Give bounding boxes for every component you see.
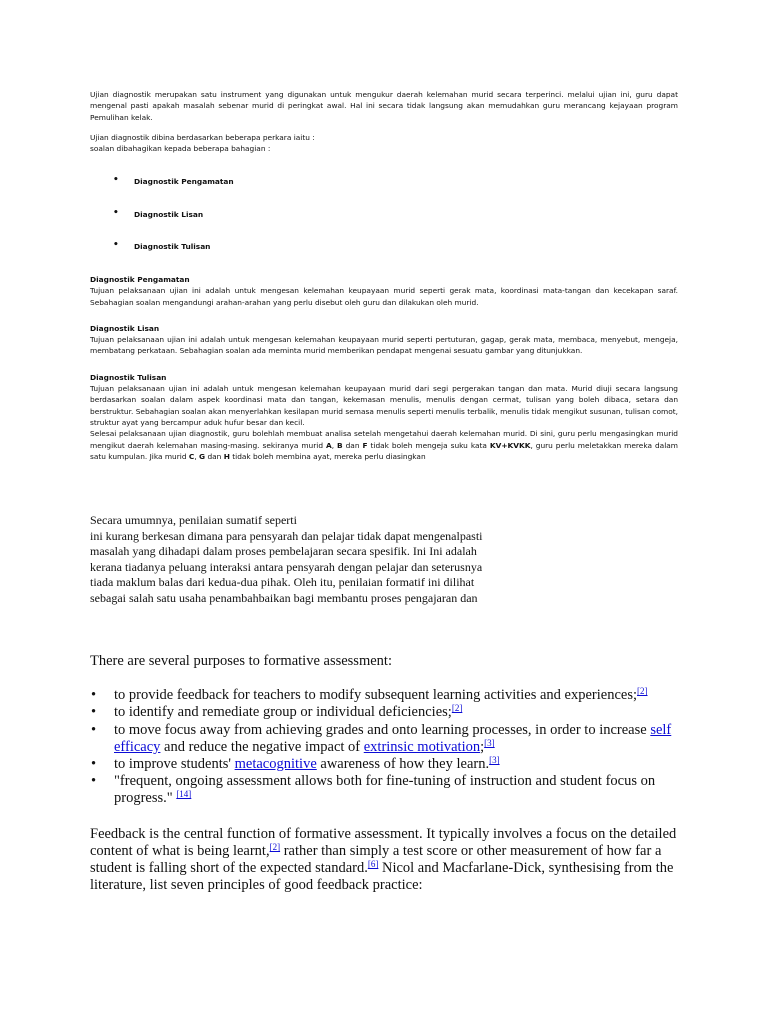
text-line: ini kurang berkesan dimana para pensyarah dan pelajar tidak dapat mengenalpasti (90, 528, 483, 543)
list-item: • Diagnostik Pengamatan (90, 176, 678, 187)
list-item: • to provide feedback for teachers to modify subsequent learning activities and experiences;[2] (90, 687, 680, 704)
text-line: masalah yang dihadapi dalam proses pembelajaran secara spesifik. Ini Ini adalah (90, 544, 477, 559)
diagnostic-type-list (90, 176, 678, 252)
self-efficacy-link[interactable]: self efficacy (114, 721, 672, 755)
purposes-intro: There are several purposes to formative assessment: (90, 653, 392, 669)
text-line: kerana tiadanya peluang interaksi antara pensyarah dengan pelajar dan seterusnya (90, 559, 483, 574)
text-line: Secara umumnya, penilaian sumatif seperti (90, 513, 297, 527)
intro-paragraph: Ujian diagnostik merupakan satu instrument yang digunakan untuk mengukur daerah kelemahan murid secara terperinci. melalui ujian ini, guru dapat mengenal pasti apakah masalah sebenar murid di peringkat awal. Hal ini secara tidak langsung akan memudahkan guru merancang kejayaan program Pemulihan kelak. (90, 90, 678, 122)
section-heading: Diagnostik Tulisan (90, 372, 167, 382)
intro-line-2: soalan dibahagikan kepada beberapa bahagian : (90, 144, 271, 154)
citation-link[interactable]: [2] (637, 686, 648, 697)
citation-link[interactable]: [3] (489, 755, 500, 766)
section-body: Tujuan pelaksanaan ujian ini adalah untuk mengesan kelemahan keupayaan murid seperti gerak mata, koordinasi mata-tangan dan kecekapan saraf. Sebahagian soalan mengandungi arahan-arahan yang perlu disebut oleh guru dan dilakukan oleh murid. (90, 286, 678, 307)
citation-link[interactable]: [2] (269, 841, 281, 852)
list-item: • to improve students' metacognitive awareness of how they learn.[3] (90, 756, 680, 773)
metacognitive-link[interactable]: metacognitive (234, 756, 317, 773)
purposes-list (90, 687, 680, 807)
list-item: • to identify and remediate group or individual deficiencies;[2] (90, 704, 680, 721)
section-heading: Diagnostik Pengamatan (90, 274, 190, 284)
text-line: tiada maklum balas dari kedua-dua pihak. Oleh itu, penilaian formatif ini dilihat (90, 575, 475, 590)
formative-assessment-section (90, 653, 680, 894)
summative-paragraph (90, 513, 530, 607)
list-item: • Diagnostik Tulisan (90, 241, 678, 252)
citation-link[interactable]: [3] (484, 737, 495, 748)
feedback-paragraph: Feedback is the central function of formative assessment. It typically involves a focus on the detailed content of what is being learnt,[2] rather than simply a test score or other measurement of how far a student is falling short of the expected standard.[6] Nicol and Macfarlane-Dick, synthesising from the literature, list seven principles of good feedback practice: (90, 825, 677, 894)
list-item: • to move focus away from achieving grades and onto learning processes, in order to increase self efficacy and reduce the negative impact of extrinsic motivation;[3] (90, 722, 680, 756)
extrinsic-motivation-link[interactable]: extrinsic motivation (363, 738, 481, 755)
citation-link[interactable]: [14] (176, 789, 192, 800)
list-item: • Diagnostik Lisan (90, 209, 678, 220)
malay-diagnostic-section (90, 89, 678, 462)
intro-line-1: Ujian diagnostik dibina berdasarkan beberapa perkara iaitu : (90, 132, 315, 142)
section-lisan (90, 323, 678, 357)
text-line: sebagai salah satu usaha penambahbaikan bagi membantu proses pengajaran dan (90, 590, 478, 605)
citation-link[interactable]: [2] (451, 703, 463, 714)
section-body: Tujuan pelaksanaan ujian ini adalah untuk mengesan kelemahan keupayaan murid seperti pertuturan, gagap, gerak mata, membaca, menyebut, mengeja, membatang perkataan. Sebahagian soalan ada meminta murid memberikan pendapat mengenai sesuatu gambar yang ditunjukkan. (90, 335, 678, 356)
section-heading: Diagnostik Lisan (90, 323, 160, 333)
list-item: • "frequent, ongoing assessment allows both for fine-tuning of instruction and student focus on progress." [14] (90, 773, 680, 807)
section-body: Tujuan pelaksanaan ujian ini adalah untuk mengesan kelemahan keupayaan murid dari segi pergerakan tangan dan mata. Murid diuji secara langsung berdasarkan soalan dalam aspek koordinasi mata dan tangan, kekemasan menulis, menulis dengan cermat, tulisan yang boleh dibaca, setara dan berstruktur. Sebahagian soalan akan menyerlahkan kesilapan murid semasa menulis seperti menulis terbalik, menulis tidak mengikut susunan, tulisan comot, struktur ayat yang bercampur aduk hufur besar dan kecil. (90, 384, 678, 427)
citation-link[interactable]: [6] (367, 859, 379, 870)
section-tulisan (90, 372, 678, 428)
section-pengamatan (90, 274, 678, 308)
closing-paragraph: Selesai pelaksanaan ujian diagnostik, guru bolehlah membuat analisa setelah mengetahui daerah kelemahan murid. Di sini, guru perlu mengasingkan murid mengikut daerah kelemahan masing-masing. sekiranya murid A, B dan F tidak boleh mengeja suku kata KV+KVKK, guru perlu meletakkan mereka dalam satu kumpulan. Jika murid C, G dan H tidak boleh membina ayat, mereka perlu diasingkan (90, 429, 678, 461)
